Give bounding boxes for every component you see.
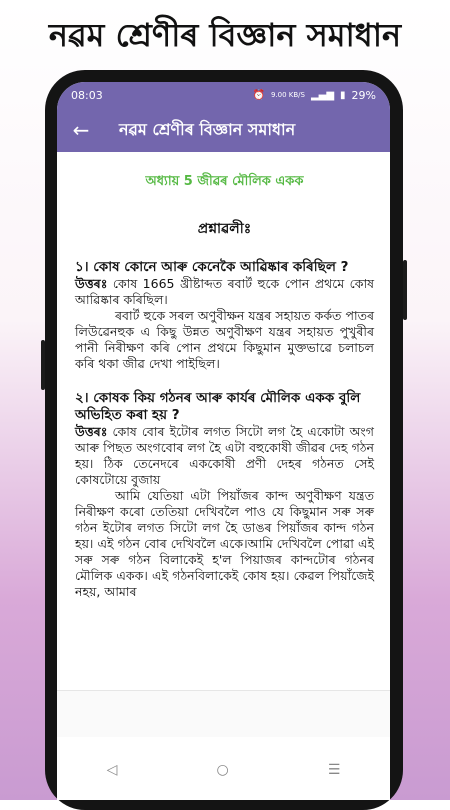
battery-icon: ▮ — [340, 89, 346, 101]
answer-2-p2: আমি যেতিয়া এটা পিয়াঁজৰ কান্দ অণুবীক্ষণ যন্ত্ৰত নিৰীক্ষণ কৰো তেতিয়া দেখিবলৈ পাও যে কিছুমান সৰু সৰু গঠন ইটোৰ লগত সিটো লগ হৈ ডাঙৰ পিয়াঁজৰ কান্দ গঠন হয়। এই গঠন বোৰ দেখিবলৈ একে।আমি দেখিবলৈ পোৱা এই সৰু সৰু গঠন বিলাকেই হ'ল পিয়াজৰ কান্দটোৰ গঠনৰ মৌলিক একক। এই গঠনবিলাকেই কোষ হয়। কেৱল পিয়াঁজেই নহয়, আমাৰ — [75, 488, 374, 599]
app-title: নৱম শ্ৰেণীৰ বিজ্ঞান সমাধান — [119, 119, 296, 139]
nav-menu-icon[interactable]: ☰ — [327, 762, 341, 778]
alarm-icon: ⏰ — [252, 89, 265, 101]
volume-button — [41, 340, 45, 390]
answer-label: উত্তৰঃ — [75, 424, 108, 439]
network-speed: 9.00 KB/S — [270, 91, 305, 99]
nav-back-icon[interactable]: ◁ — [106, 762, 118, 778]
answer-2-p1: কোষ বোৰ ইটোৰ লগত সিটো লগ হৈ একোটা অংগ আৰু পিছত অংগবোৰ লগ হৈ এটা বহুকোষী জীৱৰ দেহ গঠন হয়। ঠিক তেনেদৰে এককোষী প্ৰণী দেহৰ গঠনত সেই কোষটোয়ে বুজায় — [75, 424, 374, 487]
power-button — [403, 260, 407, 320]
status-bar — [57, 82, 390, 108]
banner-title: নৱম শ্ৰেণীৰ বিজ্ঞান সমাধান — [48, 16, 402, 54]
question-2: ২। কোষক কিয় গঠনৰ আৰু কাৰ্যৰ মৌলিক একক বুলি অভিহিত কৰা হয় ? — [75, 390, 361, 423]
answer-2 — [75, 424, 374, 488]
signal-icon: ▂▄▆ — [310, 89, 335, 101]
ad-strip — [57, 691, 390, 737]
questions-heading: প্ৰশ্নাৱলীঃ — [197, 221, 252, 237]
nav-home-icon[interactable]: ○ — [216, 762, 229, 778]
status-time: 08:03 — [71, 88, 103, 102]
nav-bar — [57, 750, 390, 790]
back-arrow-icon[interactable]: ← — [72, 118, 90, 142]
answer-label: উত্তৰঃ — [75, 276, 108, 291]
answer-1-p2: ৰবাৰ্ট হুকে সৰল অণুবীক্ষন যন্ত্ৰৰ সহায়ত কৰ্কত পাতৰ লিউৱেনহুক এ কিছু উন্নত অণুবীক্ষণ যন্ত্ৰৰ সহায়ত পুখুৰীৰ পানী নিৰীক্ষণ কৰি পোন প্ৰথমে কিছুমান মুক্তভাৱে চলাচল কৰি থকা জীৱ দেখা পাইছিল। — [75, 308, 374, 371]
app-bar — [57, 108, 390, 152]
answer-1 — [75, 276, 374, 308]
content-area[interactable] — [57, 152, 390, 690]
phone-screen — [57, 82, 390, 800]
question-1: ১। কোষ কোনে আৰু কেনেকৈ আৱিষ্কাৰ কৰিছিল ? — [75, 259, 349, 275]
answer-1-p1: কোষ 1665 খ্ৰীষ্টাব্দত ৰবাৰ্ট হুকে পোন প্ৰথমে কোষ আৱিষ্কাৰ কৰিছিল। — [75, 276, 375, 307]
chapter-title: অধ্যায় 5 জীৱৰ মৌলিক একক — [145, 174, 304, 189]
battery-percent: 29% — [351, 88, 376, 102]
